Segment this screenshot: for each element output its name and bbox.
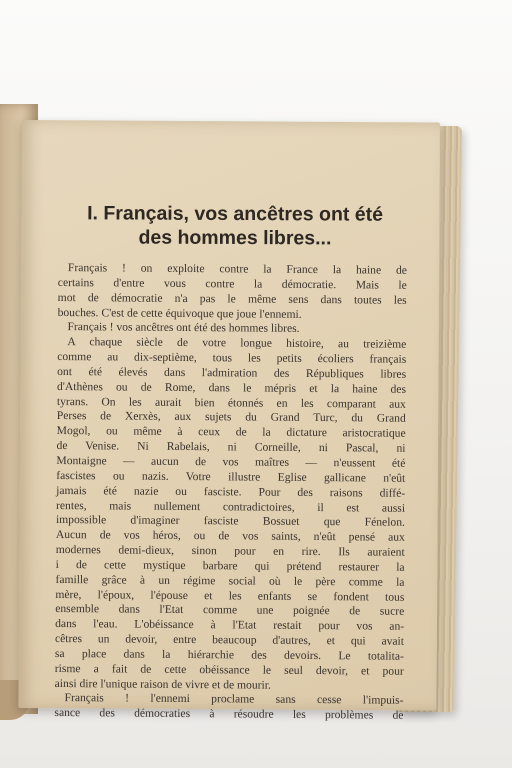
text-line: Français ! vos ancêtres ont été des hommes libres.: [67, 320, 300, 336]
text-line: certains d'entre vous contre la démocratie. Mais le: [57, 275, 407, 292]
text-line: famille grâce à un régime social où le père comme la: [55, 572, 405, 589]
text-line: bouches. C'est de cette équivoque que joue l'ennemi.: [57, 305, 302, 321]
text-line: comme au dix-septième, tous les petits écoliers français: [57, 350, 407, 366]
text-line: de Venise. Ni Rabelais, ni Corneille, ni Pascal, ni: [56, 439, 406, 455]
text-line: ainsi dire l'unique raison de vivre et de mourir.: [54, 676, 271, 692]
text-line: Mogol, ou même à ceux de la dictature aristocratique: [56, 424, 406, 441]
text-line: ensemble dans l'Etat comme une poignée de sucre: [55, 602, 405, 619]
text-line: sance des démocraties à résoudre les problèmes de: [54, 706, 404, 723]
body-text: [54, 261, 407, 724]
chapter-heading-line-2: des hommes libres...: [138, 226, 332, 250]
text-line: tyrans. On les aurait bien étonnés en les comparant aux: [56, 394, 406, 411]
text-line: sa place dans la hiérarchie des devoirs. Le totalita-: [54, 646, 404, 663]
text-line: cêtres un devoir, entre beaucoup d'autres, et qui avait: [54, 632, 405, 648]
chapter-heading: [70, 201, 400, 250]
text-line: i de cette mystique barbare qui prétend restaurer la: [55, 557, 405, 574]
text-line: mot de démocratie n'a pas le même sens dans toutes les: [57, 290, 407, 307]
text-line: ont été élevés dans l'admiration des Républiques libres: [57, 364, 407, 381]
text-line: modernes demi-dieux, sinon pour en rire. Ils auraient: [55, 543, 405, 559]
text-line: A chaque siècle de votre longue histoire, au treizième: [67, 335, 407, 351]
text-line: dans l'eau. L'obéissance à l'Etat restait pour vos an-: [55, 617, 405, 633]
chapter-heading-line-1: I. Français, vos ancêtres ont été: [87, 202, 384, 226]
text-line: impossible d'imaginer fasciste Bossuet que Fénelon.: [55, 513, 406, 530]
text-line: fascistes ou nazis. Votre illustre Eglise gallicane n'eût: [56, 468, 406, 485]
text-line: risme a fait de cette obéissance le seul devoir, et pour: [54, 661, 404, 678]
text-line: Perses de Xerxès, aux sujets du Grand Turc, du Grand: [56, 409, 406, 426]
text-line: Montaigne — aucun de vos maîtres — n'eussent été: [56, 453, 406, 470]
text-line: mère, l'époux, l'épouse et les enfants se fondent tous: [55, 587, 405, 604]
text-line: d'Athènes ou de Rome, dans le mépris et la haine des: [56, 379, 407, 396]
text-line: rentes, mais nullement contradictoires, il est aussi: [56, 498, 406, 515]
text-line: jamais été nazie ou fasciste. Pour des raisons diffé-: [56, 483, 406, 500]
text-line: Français ! on exploite contre la France la haine de: [67, 261, 407, 277]
text-line: Aucun de vos héros, ou de vos saints, n'eût pensé aux: [55, 528, 405, 544]
text-line: Français ! l'ennemi proclame sans cesse l'impuis-: [64, 691, 404, 708]
